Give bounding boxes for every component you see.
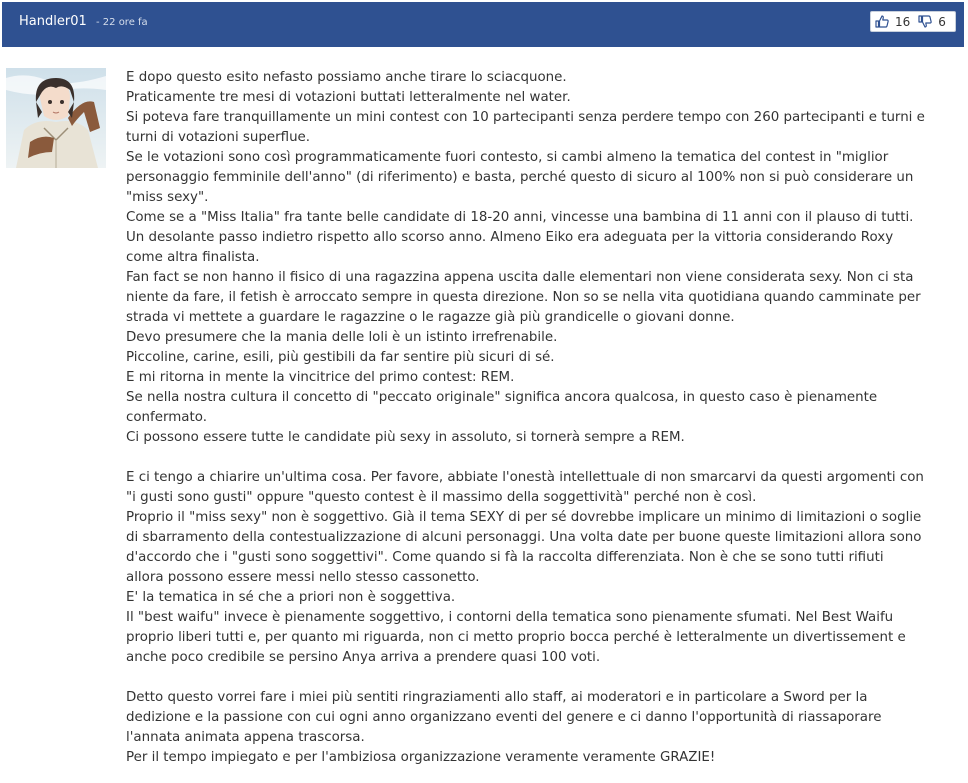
downvote-button[interactable] [918, 15, 946, 29]
thumb-up-icon [875, 15, 889, 28]
post-body [126, 68, 966, 768]
upvote-count: 16 [895, 14, 911, 29]
post-paragraph: Detto questo vorrei fare i miei più sentiti ringraziamenti allo staff, ai moderatori e in particolare a Sword per la dedizione e la passione con cui ogni anno organizzano eventi del genere e ci danno l'opportunità di riassaporare l'annata animata appena trascorsa. Per il tempo impiegato e per l'ambiziosa organizzazione veramente veramente GRAZIE! [126, 690, 882, 765]
avatar-image [6, 68, 106, 168]
vote-box [870, 11, 956, 32]
paragraph-gap [126, 448, 966, 468]
thumb-down-icon [918, 15, 932, 28]
avatar[interactable] [6, 68, 106, 168]
post-header [2, 2, 964, 47]
paragraph-gap [126, 668, 966, 688]
author-name-link[interactable]: Handler01 [19, 14, 87, 29]
post-paragraph: E ci tengo a chiarire un'ultima cosa. Per favore, abbiate l'onestà intellettuale di non smarcarvi da questi argomenti con "i gusti sono gusti" oppure "questo contest è il massimo della soggettività" perché non è così. Proprio il "miss sexy" non è soggettivo. Già il tema SEXY di per sé dovrebbe implicare un minimo di limitazioni o soglie di sbarramento della contestualizzazione di alcuni personaggi. Una volta date per buone queste limitazioni allora sono d'accordo che i "gusti sono soggettivi". Come quando si fà la raccolta differenziata. Non è che se sono tutti rifiuti allora possono essere messi nello stesso cassonetto. E' la tematica in sé che a priori non è soggettiva. Il "best waifu" invece è pienamente soggettivo, i contorni della tematica sono pienamente sfumati. Nel Best Waifu proprio liberi tutti e, per quanto mi riguarda, non ci metto proprio bocca perché è letteralmente un divertissement e anche poco credibile se persino Anya arriva a prendere quasi 100 voti. [126, 470, 924, 665]
post-paragraph: E dopo questo esito nefasto possiamo anche tirare lo sciacquone. Praticamente tre mesi di votazioni buttati letteralmente nel water. Si poteva fare tranquillamente un mini contest con 10 partecipanti senza perdere tempo con 260 partecipanti e turni e turni di votazioni superflue. Se le votazioni sono così programmaticamente fuori contesto, si cambi almeno la tematica del contest in "miglior personaggio femminile dell'anno" (di riferimento) e basta, perché questo di sicuro al 100% non si può considerare un "miss sexy". Come se a "Miss Italia" fra tante belle candidate di 18-20 anni, vincesse una bambina di 11 anni con il plauso di tutti. Un desolante passo indietro rispetto allo scorso anno. Almeno Eiko era adeguata per la vittoria considerando Roxy come altra finalista. Fan fact se non hanno il fisico di una ragazzina appena uscita dalle elementari non viene considerata sexy. Non ci sta niente da fare, il fetish è arroccato sempre in questa direzione. Non so se nella vita quotidiana quando camminate per strada vi mettete a guardare le ragazzine o le ragazze già più grandicelle o giovani donne. Devo presumere che la mania delle loli è un istinto irrefrenabile. Piccoline, carine, esili, più gestibili da far sentire più sicuri di sé. E mi ritorna in mente la vincitrice del primo contest: REM. Se nella nostra cultura il concetto di "peccato originale" significa ancora qualcosa, in questo caso è pienamente confermato. Ci possono essere tutte le candidate più sexy in assoluto, si tornerà sempre a REM. [126, 70, 925, 445]
upvote-button[interactable] [875, 15, 918, 29]
downvote-count: 6 [938, 14, 946, 29]
post-timestamp: - 22 ore fa [96, 17, 148, 28]
